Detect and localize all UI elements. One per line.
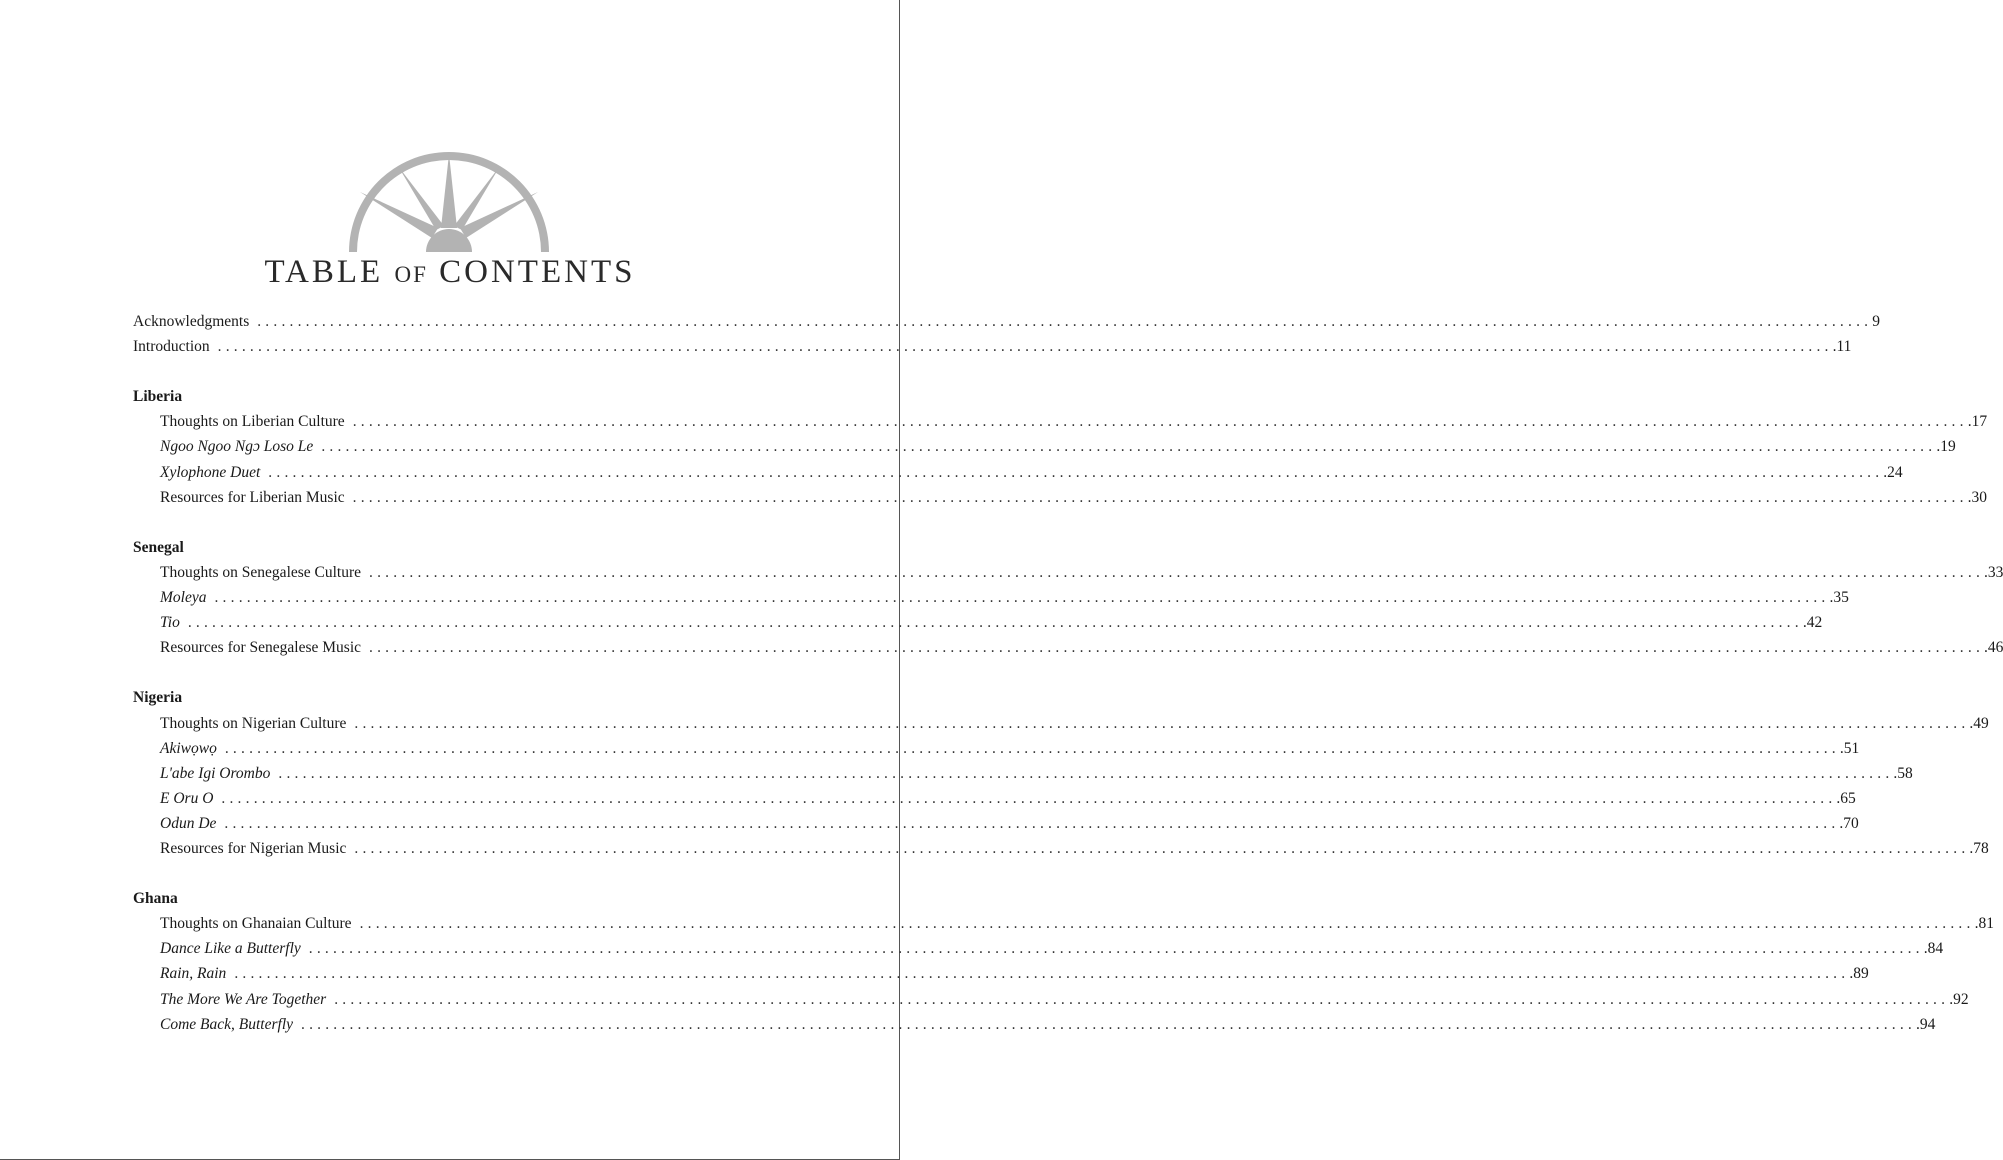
toc-entry[interactable] xyxy=(133,635,2003,660)
dot-leader: ........................................................................................................................................................................................................ xyxy=(214,589,1830,607)
toc-entry-label: Moleya xyxy=(160,589,207,607)
toc-entry-label: E Oru O xyxy=(160,789,214,807)
toc-entry-introduction[interactable] xyxy=(133,334,1852,359)
dot-leader: ........................................................................................................................................................................................................ xyxy=(321,438,1937,456)
toc-entry[interactable] xyxy=(133,811,1859,836)
toc-entry-label: Introduction xyxy=(133,338,210,356)
toc-page-number: .30 xyxy=(1967,488,1988,506)
toc-entry-label: Rain, Rain xyxy=(160,965,227,983)
section-heading: Nigeria xyxy=(133,689,183,707)
dot-leader: ........................................................................................................................................................................................................ xyxy=(369,639,1985,657)
toc-page-number: .24 xyxy=(1883,463,1903,481)
page-title xyxy=(0,250,900,297)
dot-leader: ........................................................................................................................................................................................................ xyxy=(308,940,1924,958)
toc-entry[interactable] xyxy=(133,610,1823,635)
toc-entry[interactable] xyxy=(133,585,1849,610)
toc-entry-label: Thoughts on Senegalese Culture xyxy=(160,563,362,581)
section-spacer xyxy=(133,359,771,384)
toc-entry[interactable] xyxy=(133,987,1969,1012)
toc-entry-label: Odun De xyxy=(160,814,217,832)
toc-entry[interactable] xyxy=(133,460,1903,485)
toc-page-number: .92 xyxy=(1949,990,1969,1008)
toc-page-number: .89 xyxy=(1849,965,1869,983)
toc-page-number: .35 xyxy=(1829,589,1849,607)
toc-page-number: .11 xyxy=(1832,338,1852,356)
toc-entry[interactable] xyxy=(133,836,1989,861)
dot-leader: ........................................................................................................................................................................................................ xyxy=(221,789,1837,807)
toc-entry-label: Tio xyxy=(160,614,180,632)
toc-entry-label: The More We Are Together xyxy=(160,990,327,1008)
toc-entry[interactable] xyxy=(133,961,1869,986)
toc-entry-label: Come Back, Butterfly xyxy=(160,1015,293,1033)
dot-leader: ........................................................................................................................................................................................................ xyxy=(217,338,1833,356)
toc-page-number: .33 xyxy=(1984,563,2003,581)
toc-page-number: .84 xyxy=(1923,940,1944,958)
dot-leader: ........................................................................................................................................................................................................ xyxy=(334,990,1950,1008)
title-word-contents: CONTENTS xyxy=(439,254,636,290)
toc-entry[interactable] xyxy=(133,761,1913,786)
section-spacer xyxy=(133,660,771,685)
toc-entry[interactable] xyxy=(133,560,2003,585)
dot-leader: ........................................................................................................................................................................................................ xyxy=(359,915,1975,933)
toc-entry-label: Akiwọwọ xyxy=(160,739,217,757)
dot-leader: ........................................................................................................................................................................................................ xyxy=(187,614,1803,632)
toc-entry[interactable] xyxy=(133,911,1994,936)
toc-entry[interactable] xyxy=(133,936,1944,961)
dot-leader: ........................................................................................................................................................................................................ xyxy=(354,839,1970,857)
toc-entry-label: L'abe Igi Orombo xyxy=(160,764,271,782)
toc-page-number: .65 xyxy=(1836,789,1856,807)
toc-entry[interactable] xyxy=(133,1012,1936,1037)
toc-page-number: .51 xyxy=(1839,739,1860,757)
section-spacer xyxy=(133,861,771,886)
dot-leader: ........................................................................................................................................................................................................ xyxy=(257,313,1873,330)
toc-entry-label: Acknowledgments xyxy=(133,313,250,330)
toc-page-number: .49 xyxy=(1969,714,1989,732)
section-heading: Ghana xyxy=(133,890,178,908)
toc-page-number: .94 xyxy=(1916,1015,1936,1033)
dot-leader: ........................................................................................................................................................................................................ xyxy=(369,563,1985,581)
toc-page-number: .58 xyxy=(1893,764,1913,782)
toc-entry[interactable] xyxy=(133,711,1989,736)
toc-entry-acknowledgments[interactable] xyxy=(133,309,1880,334)
toc-page-number: .81 xyxy=(1974,915,1994,933)
toc-entry[interactable] xyxy=(133,736,1860,761)
toc-entry[interactable] xyxy=(133,434,1956,459)
toc-entry-label: Dance Like a Butterfly xyxy=(160,940,301,958)
toc-entry-label: Resources for Liberian Music xyxy=(160,488,345,506)
toc-entry-label: Thoughts on Liberian Culture xyxy=(160,413,345,431)
toc-entry-label: Thoughts on Nigerian Culture xyxy=(160,714,347,732)
dot-leader: ........................................................................................................................................................................................................ xyxy=(268,463,1884,481)
half-sun-icon xyxy=(346,148,552,254)
dot-leader: ........................................................................................................................................................................................................ xyxy=(224,739,1840,757)
toc-entry-label: Thoughts on Ghanaian Culture xyxy=(160,915,352,933)
dot-leader: ........................................................................................................................................................................................................ xyxy=(352,413,1968,431)
dot-leader: ........................................................................................................................................................................................................ xyxy=(352,488,1968,506)
toc-page-number: .17 xyxy=(1967,413,1988,431)
toc-page-number: .70 xyxy=(1839,814,1859,832)
toc-page-number: 9 xyxy=(1872,313,1880,330)
title-word-table: TABLE xyxy=(264,254,384,290)
toc-page-number: .42 xyxy=(1802,614,1823,632)
toc-entry-label: Xylophone Duet xyxy=(160,463,261,481)
section-heading: Liberia xyxy=(133,388,183,406)
table-of-contents xyxy=(133,309,2003,1037)
toc-entry-label: Resources for Nigerian Music xyxy=(160,839,347,857)
toc-entry[interactable] xyxy=(133,786,1856,811)
toc-entry-label: Resources for Senegalese Music xyxy=(160,639,362,657)
dot-leader: ........................................................................................................................................................................................................ xyxy=(234,965,1850,983)
toc-entry[interactable] xyxy=(133,409,1988,434)
toc-page-number: .19 xyxy=(1936,438,1956,456)
toc-page-number: .78 xyxy=(1969,839,1989,857)
section-spacer xyxy=(133,510,771,535)
dot-leader: ........................................................................................................................................................................................................ xyxy=(301,1015,1916,1033)
dot-leader: ........................................................................................................................................................................................................ xyxy=(354,714,1970,732)
toc-entry-label: Ngoo Ngoo Ngɔ Loso Le xyxy=(160,438,314,456)
dot-leader: ........................................................................................................................................................................................................ xyxy=(224,814,1840,832)
toc-page-number: .46 xyxy=(1984,639,2003,657)
section-heading: Senegal xyxy=(133,538,184,556)
toc-entry[interactable] xyxy=(133,485,1988,510)
dot-leader: ........................................................................................................................................................................................................ xyxy=(278,764,1894,782)
title-word-of: OF xyxy=(394,262,428,287)
